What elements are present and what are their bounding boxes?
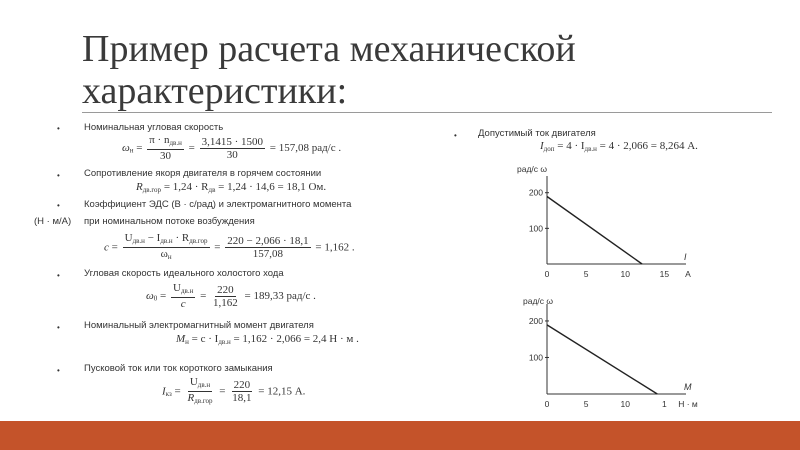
item-label-idle-speed: Угловая скорость идеального холостого хода — [84, 268, 284, 279]
y-tick-label: 200 — [528, 315, 543, 326]
x-tick-label: 10 — [620, 269, 630, 279]
x-axis-variable: I — [684, 252, 687, 262]
x-axis-variable: M — [684, 382, 692, 392]
formula-idle-speed: $\omega_0$ = $\frac{U_{дв.н}}{c}$ = $\frac{220}{1,162}$ = 189,33 рад/с . — [146, 282, 316, 310]
x-tick-label: 15 — [659, 269, 670, 279]
item-label-emf-coefficient: Коэффициент ЭДС (В · с/рад) и электромагнитного момента — [84, 199, 352, 210]
characteristic-line — [547, 196, 642, 264]
y-tick-label: 100 — [528, 352, 543, 363]
speed-current-chart — [515, 160, 705, 285]
item-label-starting-current: Пусковой ток или ток короткого замыкания — [84, 363, 273, 374]
title-divider — [82, 112, 772, 113]
y-tick-label: 200 — [528, 187, 543, 198]
item-label-nominal-torque: Номинальный электромагнитный момент двигателя — [84, 320, 314, 331]
footer-accent-bar — [0, 421, 800, 450]
x-tick-label: 10 — [620, 399, 630, 409]
item-label-nominal-speed: Номинальная угловая скорость — [84, 122, 224, 133]
bullet: • — [57, 366, 60, 375]
formula-emf-coefficient: c = $\frac{U_{дв.н} - I_{дв.н} \cdot R_{дв.гор}}{\omega_н}$ = $\frac{220 - 2,066 \cdot 18,1}{157,08}$ = 1,162 . — [104, 232, 355, 261]
formula-nominal-torque: $M_н = c \cdot I_{дв.н} = 1,162 \cdot 2,066 = 2,4$ Н · м . — [176, 333, 359, 346]
formula-starting-current: $I_{кз}$ = $\frac{U_{дв.н}}{R_{дв.гор}}$ = $\frac{220}{18,1}$ = 12,15 А. — [162, 376, 306, 405]
x-tick-label: 5 — [583, 399, 589, 409]
bullet: • — [57, 124, 60, 133]
characteristic-line — [547, 325, 657, 394]
bullet: • — [57, 171, 60, 180]
bullet: • — [57, 323, 60, 332]
x-tick-label: 0 — [544, 269, 550, 279]
item-label-allowed-current: Допустимый ток двигателя — [478, 128, 596, 139]
y-tick-label: 100 — [528, 223, 543, 234]
item-label-emf-coefficient-2: при номинальном потоке возбуждения — [84, 216, 255, 227]
slide-title: Пример расчета механической характеристики: — [82, 28, 576, 112]
x-axis-unit: А — [685, 269, 691, 279]
speed-torque-chart — [515, 290, 705, 415]
item-unit-torque: (Н · м/А) — [34, 216, 72, 227]
chart-y-label: рад/с ω — [517, 164, 548, 174]
x-tick-label: 5 — [583, 269, 589, 279]
bullet: • — [57, 271, 60, 280]
bullet: • — [454, 131, 457, 140]
item-label-armature-resistance: Сопротивление якоря двигателя в горячем состоянии — [84, 168, 322, 179]
chart-y-label: рад/с ω — [523, 296, 554, 306]
x-tick-label: 1 — [661, 399, 667, 409]
bullet: • — [57, 201, 60, 210]
formula-armature-resistance: $R_{дв.гор} = 1,24 \cdot R_{дв} = 1,24 \cdot 14,6 = 18,1$ Ом. — [136, 181, 327, 194]
x-axis-unit: Н · м — [678, 399, 698, 409]
x-tick-label: 0 — [544, 399, 550, 409]
formula-allowed-current: $I_{доп} = 4 \cdot I_{дв.н} = 4 \cdot 2,066 = 8,264$ А. — [540, 140, 698, 153]
formula-nominal-speed: $\omega_н$ = $\frac{\pi \cdot n_{дв.н}}{30}$ = $\frac{3,1415 \cdot 1500}{30}$ = 157,08 рад/с . — [122, 134, 342, 162]
